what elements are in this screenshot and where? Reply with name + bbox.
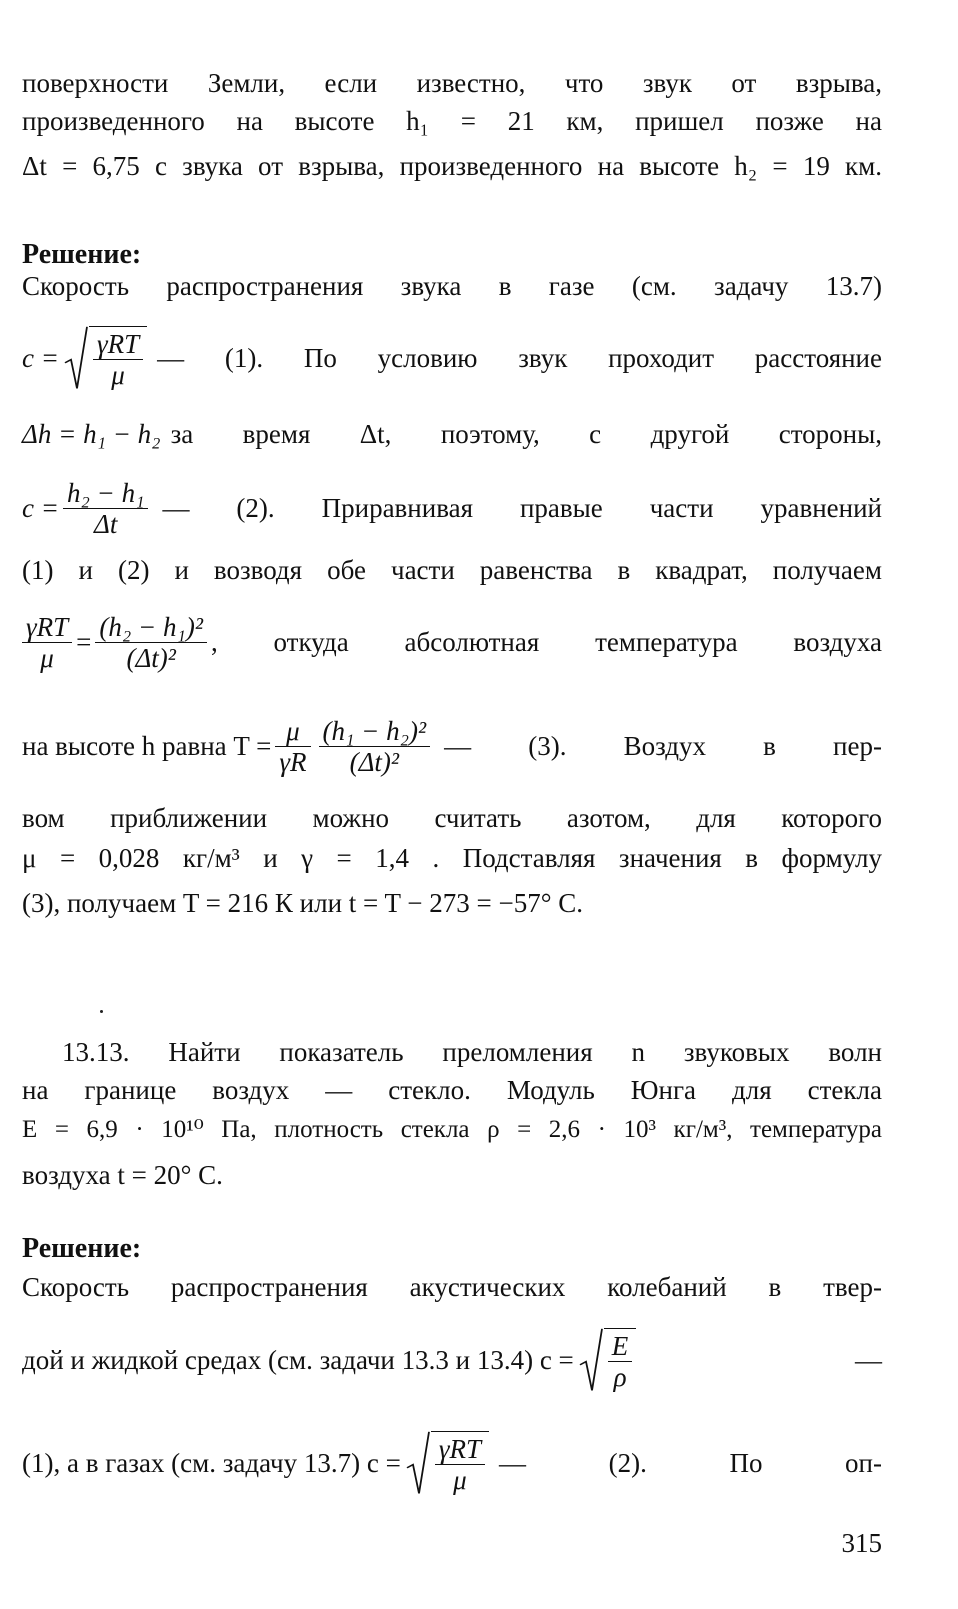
problem-line: воздуха t = 20° С.	[22, 1160, 223, 1190]
text-fragment: — (1). По условию звук проходит расстояние	[157, 342, 882, 373]
fraction: $\frac{\text{h₂ − h₁}}{\Delta t}$	[63, 478, 149, 539]
text-fragment: (1), а в газах (см. задачу 13.7) c =	[22, 1447, 401, 1478]
text-fragment: — (2). По оп-	[498, 1447, 882, 1478]
solution-heading: Решение:	[22, 239, 142, 270]
text-line: μ = 0,028 кг/м³ и γ = 1,4 . Подставляя значения в формулу	[22, 843, 882, 873]
formula-line	[22, 1420, 882, 1506]
text-line: Δt = 6,75 с звука от взрыва, произведенного на высоте h₂ = 19 км.	[22, 151, 882, 181]
text-line: Скорость распространения звука в газе (см. задачу 13.7)	[22, 271, 882, 301]
text-line: (3), получаем T = 216 К или t = T − 273 = −57° С.	[22, 888, 584, 918]
text-fragment: дой и жидкой средах (см. задачи 13.3 и 13.4) c =	[22, 1344, 574, 1375]
formula-line	[22, 700, 882, 792]
text-line: Скорость распространения акустических колебаний в твер-	[22, 1272, 882, 1302]
sqrt-expression	[578, 1328, 637, 1392]
text-line: вом приближении можно считать азотом, для которого	[22, 803, 882, 833]
fraction: $\frac{E}{\rho}$	[608, 1331, 633, 1392]
text-fragment: , откуда абсолютная температура воздуха	[210, 626, 882, 657]
formula-lhs: Δh = h₁ − h₂	[22, 418, 161, 449]
formula-line	[22, 414, 882, 454]
radical-sign-icon	[63, 326, 89, 390]
text-fragment: на высоте h равна T =	[22, 730, 272, 761]
radical-sign-icon	[578, 1328, 604, 1392]
page-number: 315	[841, 1528, 882, 1558]
fraction: $\frac{\text{(h₂ − h₁)²}}{\text{(Δt)²}}$	[95, 612, 207, 673]
formula-line	[22, 318, 882, 398]
formula-line	[22, 600, 882, 684]
equals-sign: =	[76, 626, 92, 657]
formula-line	[22, 1318, 882, 1402]
sqrt-expression	[63, 326, 147, 390]
fraction: $\frac{\text{γRT}}{\mu}$	[93, 329, 143, 390]
text-fragment: — (3). Воздух в пер-	[444, 730, 882, 761]
sqrt-expression	[405, 1431, 489, 1495]
text-line: произведенного на высоте h₁ = 21 км, пришел позже на	[22, 106, 882, 136]
fraction: $\frac{\text{γRT}}{\mu}$	[22, 612, 72, 673]
fraction: $\frac{\text{γRT}}{\mu}$	[435, 1434, 485, 1495]
text-fragment: за время Δt, поэтому, с другой стороны,	[170, 418, 882, 449]
formula-line	[22, 470, 882, 546]
formula-lhs: c =	[22, 342, 59, 373]
formula-lhs: c =	[22, 492, 59, 523]
text-line: поверхности Земли, если известно, что звук от взрыва,	[22, 68, 882, 98]
text-fragment: — (2). Приравнивая правые части уравнений	[162, 492, 882, 523]
text-line: (1) и (2) и возводя обе части равенства в квадрат, получаем	[22, 555, 882, 585]
problem-line: на границе воздух — стекло. Модуль Юнга для стекла	[22, 1075, 882, 1105]
speck	[100, 1010, 103, 1013]
radical-sign-icon	[405, 1431, 431, 1495]
problem-line: 13.13. Найти показатель преломления n звуковых волн	[62, 1037, 882, 1067]
solution-heading: Решение:	[22, 1233, 142, 1264]
fraction: $\frac{\text{(h₁ − h₂)²}}{\text{(Δt)²}}$	[319, 716, 431, 777]
problem-line: E = 6,9 · 10¹⁰ Па, плотность стекла ρ = 2,6 · 10³ кг/м³, температура	[22, 1116, 882, 1143]
text-fragment: —	[855, 1344, 882, 1375]
fraction: $\frac{\mu}{\gamma R}$	[275, 716, 310, 777]
